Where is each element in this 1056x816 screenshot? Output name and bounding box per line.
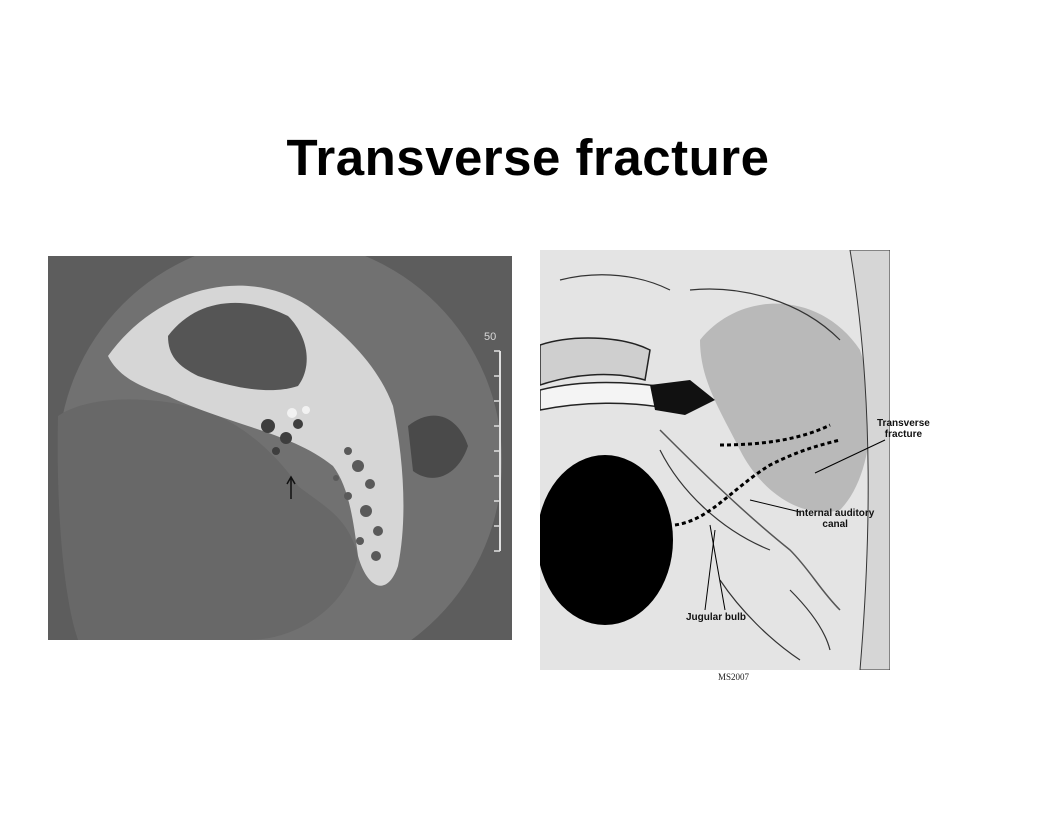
scale-label: 50 (484, 331, 497, 343)
diagram-graphic (540, 250, 890, 670)
foramen-dark (540, 455, 673, 625)
image-credit: MS2007 (718, 672, 750, 682)
ct-scan-graphic (48, 256, 512, 640)
label-internal-auditory-canal (796, 508, 874, 530)
ct-scan-image (48, 256, 512, 640)
label-jugular-bulb (686, 612, 746, 623)
label-jugular-bulb-text: Jugular bulb (686, 612, 746, 623)
slide-title: Transverse fracture (286, 129, 770, 186)
label-transverse-fracture-text: Transverse fracture (877, 418, 930, 440)
anatomy-diagram (540, 250, 890, 670)
ossicle-bright (287, 408, 297, 418)
label-transverse-fracture (877, 418, 930, 440)
label-iac-text: Internal auditory canal (796, 508, 875, 530)
